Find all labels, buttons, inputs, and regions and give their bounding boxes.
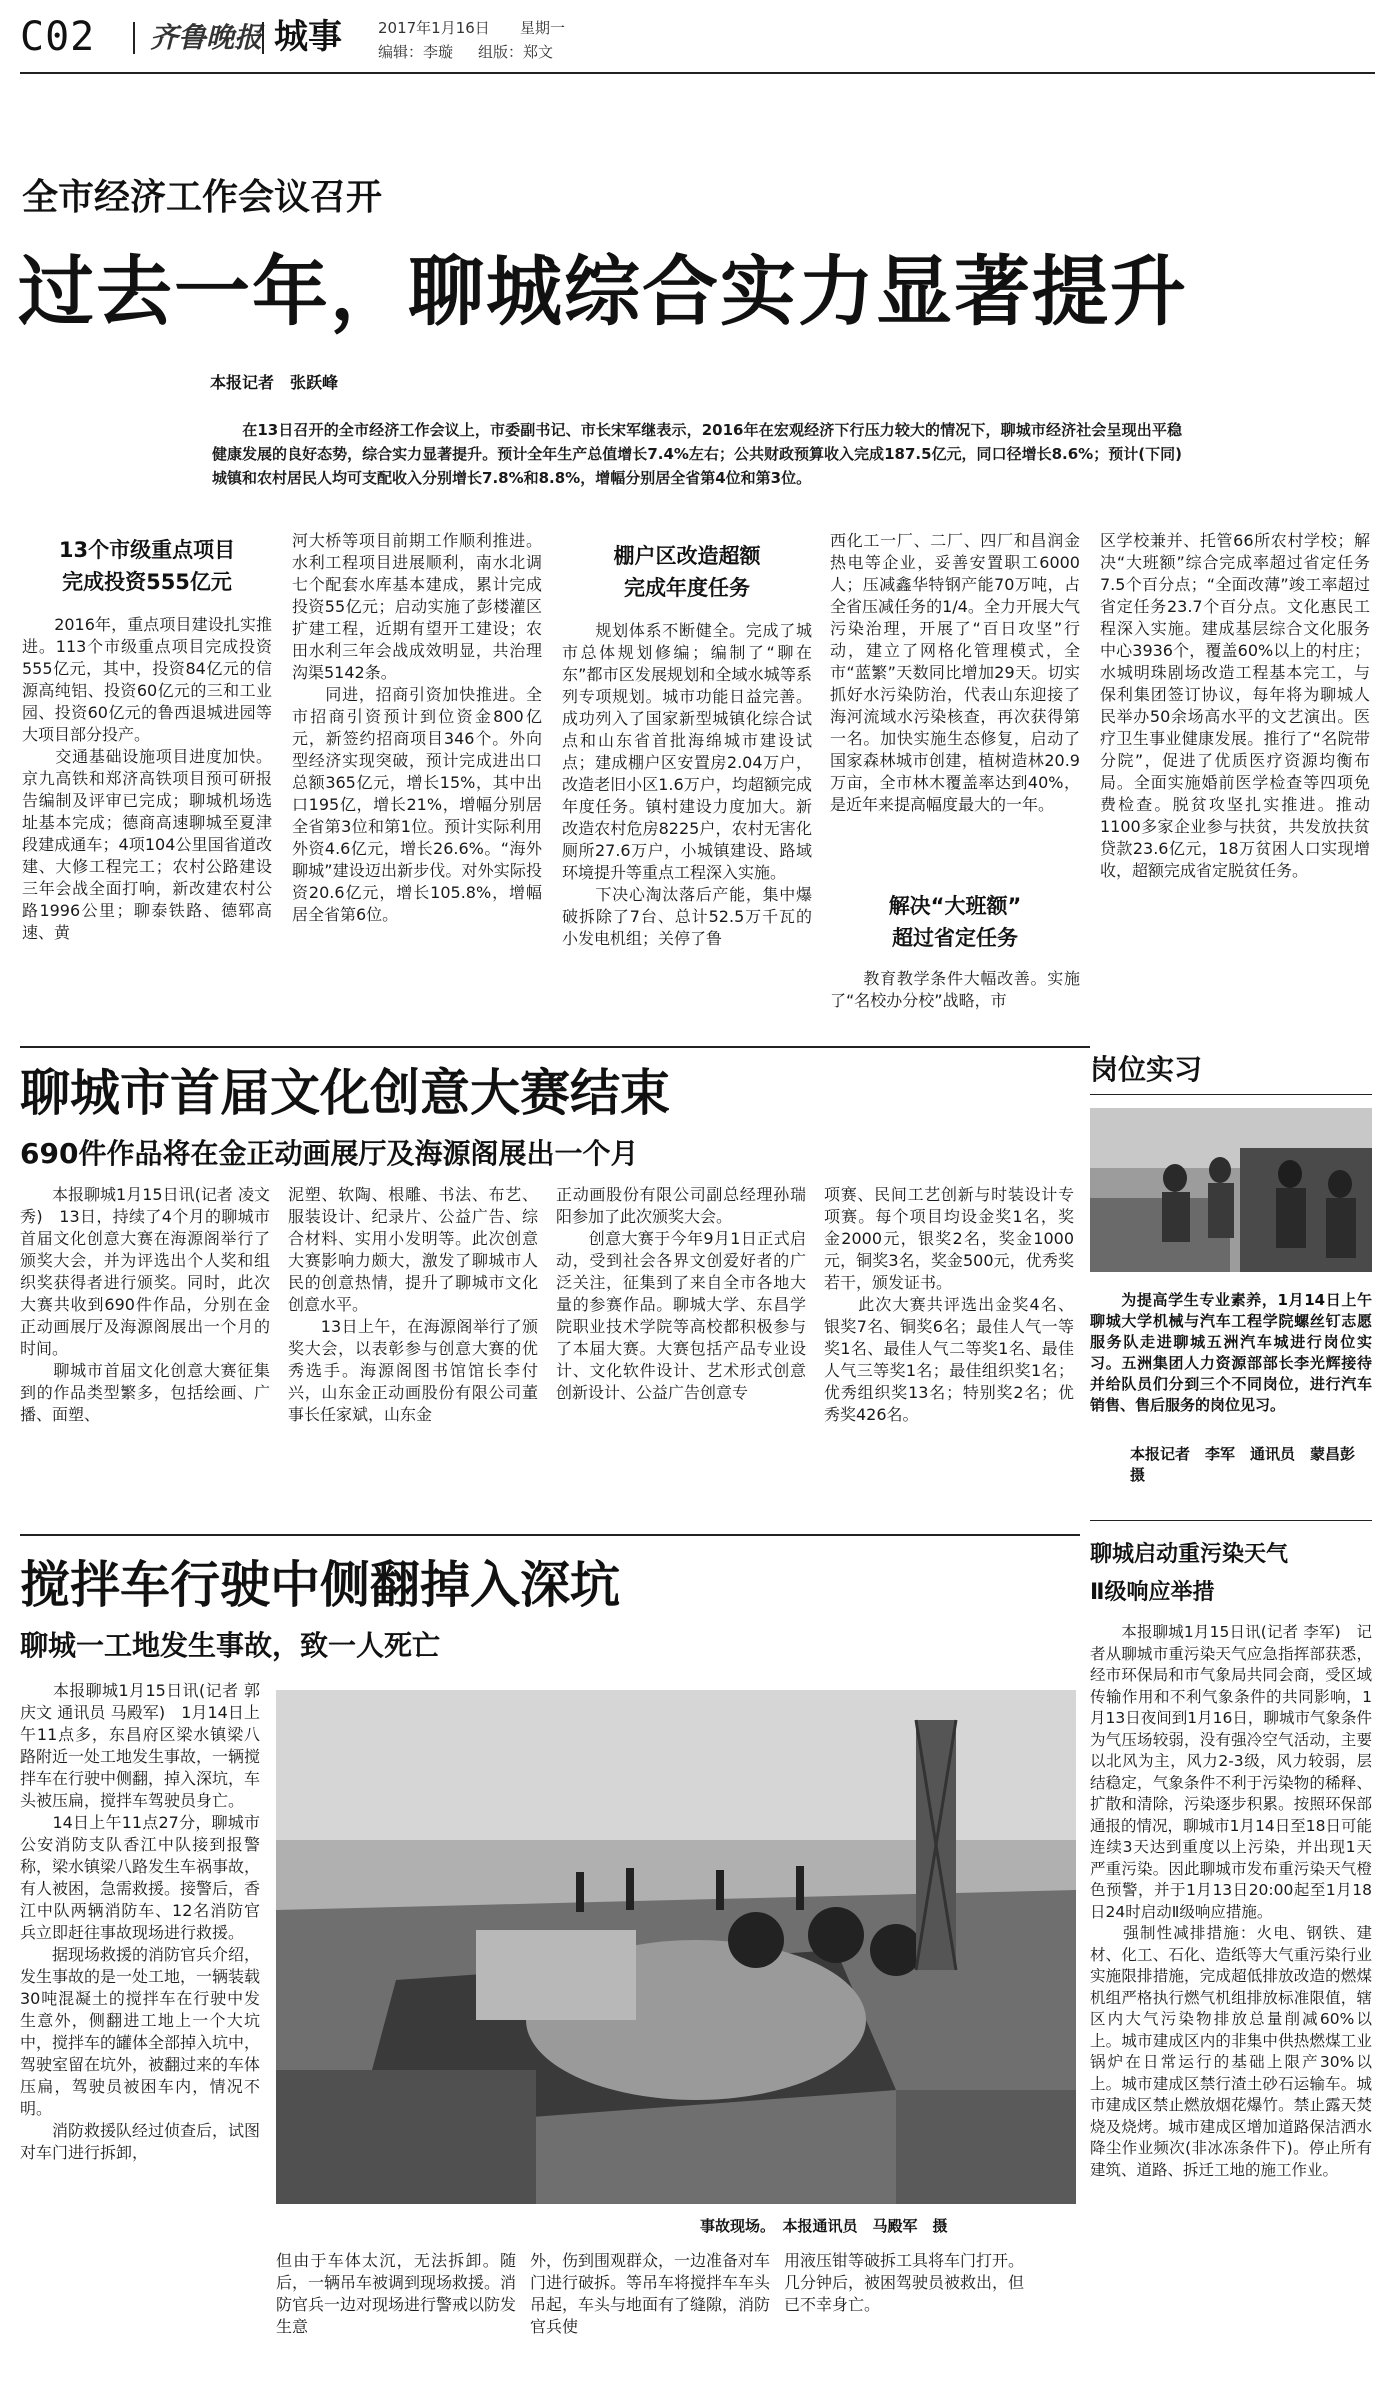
article4-headline: 聊城启动重污染天气 Ⅱ级响应举措 [1090,1542,1289,1605]
article1-lead: 在13日召开的全市经济工作会议上，市委副书记、市长宋军继表示，2016年在宏观经济下行压力较大的情况下，聊城市经济社会呈现出平稳健康发展的良好态势，综合实力显著提升。预计全年生产总值增长7.4%左右；公共财政预算收入完成187.5亿元，同口径增长8.6%；预计(下同)城镇和农村居民人均可支配收入分别增长7.8%和8.8%，增幅分别居全省第4位和第3位。 [212,421,1182,487]
sidebar-photo-title: 岗位实习 [1090,1053,1203,1086]
article2-column-1: 本报聊城1月15日讯(记者 凌文秀) 13日，持续了4个月的聊城市首届文化创意大赛在海源阁举行了颁奖大会，并为评选出个人奖和组织奖获得者进行颁奖。同时，此次大赛共收到690件作品，分别在金正动画展厅及海源阁展出一个月的时间。 聊城市首届文化创意大赛征集到的作品类型繁多，包括绘画、广播、面塑、 [20,1185,270,1424]
editor-credit: 编辑：李璇 [378,43,454,61]
sidebar-rule [1090,1094,1372,1095]
article1-kicker: 全市经济工作会议召开 [22,177,383,218]
internship-photo-art [1090,1108,1372,1272]
article1-subhead-2: 棚户区改造超额 完成年度任务 [613,544,761,600]
sidebar-photo-caption: 为提高学生专业素养，1月14日上午聊城大学机械与汽车工程学院螺丝钉志愿服务队走进聊城五洲汽车城进行岗位实习。五洲集团人力资源部部长李光辉接待并给队员们分到三个不同岗位，进行汽车销售、售后服务的岗位见习。 [1090,1291,1372,1414]
article2-column-3: 正动画股份有限公司副总经理孙瑞阳参加了此次颁奖大会。 创意大赛于今年9月1日正式启动，受到社会各界文创爱好者的广泛关注，征集到了来自全市各地大量的参赛作品。聊城大学、东昌学院职业技术学院等高校都积极参与了本届大赛。大赛包括产品专业设计、文化软件设计、艺术形式创意创新设计、公益广告创意专 [556,1185,806,1402]
masthead-divider-2 [262,22,264,54]
section-name: 城事 [274,17,342,57]
article1-column-4: 西化工一厂、二厂、四厂和昌润金热电等企业，妥善安置职工6000人；压减鑫华特钢产能70万吨，占全省压减任务的1/4。全力开展大气污染治理，开展了“百日攻坚”行动，建立了网格化管理模式，全市“蓝繁”天数同比增加29天。切实抓好水污染防治，代表山东迎接了海河流域水污染核查，再次获得第一名。加快实施生态修复，启动了国家森林城市创建，植树造林20.9万亩，全市林木覆盖率达到40%，是近年来提高幅度最大的一年。 [830,531,1080,814]
article4-body: 本报聊城1月15日讯(记者 李军) 记者从聊城市重污染天气应急指挥部获悉，经市环保局和市气象局共同会商，受区域传输作用和不利气象条件的共同影响，1月13日夜间到1月16日，聊城市气象条件为气压场较弱，没有强冷空气活动，主要以北风为主，风力2-3级，风力较弱，层结稳定，气象条件不利于污染物的稀释、扩散和清除，污染逐步积累。按照环保部通报的情况，聊城市1月14日至18日可能连续3天达到重度以上污染，并出现1天严重污染。因此聊城市发布重污染天气橙色预警，并于1月13日20:00起至1月18日24时启动Ⅱ级响应措施。 强制性减排措施：火电、钢铁、建材、化工、石化、造纸等大气重污染行业实施限排措施，完成超低排放改造的燃煤机组严格执行燃气机组排放标准限值，辖区内大气污染物排放总量削减60%以上。城市建成区内的非集中供热燃煤工业锅炉在日常运行的基础上限产30%以上。城市建成区禁行渣土砂石运输车。城市建成区禁止燃放烟花爆竹。禁止露天焚烧及烧烤。城市建成区增加道路保洁洒水降尘作业频次(非冰冻条件下)。停止所有建筑、道路、拆迁工地的施工作业。 [1090,1623,1372,2179]
article1-headline: 过去一年，聊城综合实力显著提升 [18,247,1188,336]
article1-column-5: 区学校兼并、托管66所农村学校；解决“大班额”综合完成率超过省定任务7.5个百分点；“全面改薄”竣工率超过省定任务23.7个百分点。文化惠民工程深入实施。建成基层综合文化服务中心3936个，覆盖60%以上的村庄；水城明珠剧场改造工程基本完工，与保利集团签订协议，每年将为聊城人民举办50余场高水平的文艺演出。医疗卫生事业健康发展。推行了“名院带分院”，促进了优质医疗资源均衡布局。全面实施婚前医学检查等四项免费检查。脱贫攻坚扎实推进。推动1100多家企业参与扶贫，共发放扶贫贷款23.6亿元，18万贫困人口实现增收，超额完成省定脱贫任务。 [1100,531,1370,880]
article3-headline: 搅拌车行驶中侧翻掉入深坑 [20,1556,620,1614]
accident-photo-caption: 事故现场。 本报通讯员 马殿军 摄 [700,2217,948,2235]
article2-headline: 聊城市首届文化创意大赛结束 [20,1064,670,1122]
article3-column-1: 本报聊城1月15日讯(记者 郭庆文 通讯员 马殿军) 1月14日上午11点多，东昌府区梁水镇梁八路附近一处工地发生事故，一辆搅拌车在行驶中侧翻，掉入深坑，车头被压扁，搅拌车驾驶员身亡。 14日上午11点27分，聊城市公安消防支队香江中队接到报警称，梁水镇梁八路发生车祸事故，有人被困，急需救援。接警后，香江中队两辆消防车、12名消防官兵立即赶往事故现场进行救援。 据现场救援的消防官兵介绍，发生事故的是一处工地，一辆装载30吨混凝土的搅拌车在行驶中发生意外，侧翻进工地上一个大坑中，搅拌车的罐体全部掉入坑中，驾驶室留在坑外，被翻过来的车体压扁，驾驶员被困车内，情况不明。 消防救援队经过侦查后，试图对车门进行拆卸， [20,1681,261,2162]
article1-column-3: 规划体系不断健全。完成了城市总体规划修编；编制了“聊在东”都市区发展规划和全域水城等系列专项规划。城市功能日益完善。成功列入了国家新型城镇化综合试点和山东省首批海绵城市建设试点；建成棚户区安置房2.04万户，改造老旧小区1.6万户，均超额完成年度任务。镇村建设力度加大。新改造农村危房8225户，农村无害化厕所27.6万户，小城镇建设、路域环境提升等重点工程深入实施。 下决心淘汰落后产能，集中爆破拆除了7台、总计52.5万千瓦的小发电机组；关停了鲁 [562,621,812,948]
layout-credit: 组版：郑文 [478,43,554,61]
article1-column-2: 河大桥等项目前期工作顺利推进。水利工程项目进展顺利，南水北调七个配套水库基本建成，累计完成投资55亿元；启动实施了彭楼灌区扩建工程，近期有望开工建设；农田水利三年会战成效明显，共治理沟渠5142条。 同进，招商引资加快推进。全市招商引资预计到位资金800亿元，新签约招商项目346个。外向型经济实现突破，预计完成进出口总额365亿元，增长15%，其中出口195亿，增长21%，增幅分别居全省第3位和第1位。预计实际利用外资4.6亿元，增长26.6%。“海外聊城”建设迈出新步伐。对外实际投资20.6亿元，增长105.8%，增幅居全省第6位。 [292,531,542,924]
article3-column-4: 用液压钳等破拆工具将车门打开。几分钟后，被困驾驶员被救出，但已不幸身亡。 [784,2251,1025,2314]
article1-byline: 本报记者 张跃峰 [210,373,339,392]
section-rule-1 [20,1046,1090,1048]
sidebar-photo-credit: 本报记者 李军 通讯员 蒙昌彭 摄 [1130,1445,1371,1484]
accident-photo [276,1690,1076,2204]
article1-column-4-cont: 教育教学条件大幅改善。实施了“名校办分校”战略，市 [830,969,1080,1010]
article1-subhead-1: 13个市级重点项目 完成投资555亿元 [58,538,236,594]
issue-date: 2017年1月16日 [378,19,490,37]
sidebar-rule-2 [1090,1520,1372,1521]
masthead-divider [133,22,135,54]
internship-photo [1090,1108,1372,1272]
article1-column-1: 2016年，重点项目建设扎实推进。113个市级重点项目完成投资555亿元，其中，投资84亿元的信源高纯铝、投资60亿元的三和工业园、投资60亿元的鲁西退城进园等大项目部分投产。 交通基础设施项目进度加快。京九高铁和郑济高铁项目预可研报告编制及评审已完成；聊城机场选址基本完成；德商高速聊城至夏津段建成通车；4项104公里国省道改建、大修工程完工；农村公路建设三年会战全面打响，新改建农村公路1996公里；聊泰铁路、德郓高速、黄 [22,615,272,942]
article3-subhead: 聊城一工地发生事故，致一人死亡 [20,1629,441,1662]
article3-column-2: 但由于车体太沉，无法拆卸。随后，一辆吊车被调到现场救援。消防官兵一边对现场进行警戒以防发生意 [276,2251,517,2336]
article2-column-4: 项赛、民间工艺创新与时装设计专项赛。每个项目均设金奖1名，奖金2000元，银奖2名，奖金1000元，铜奖3名，奖金500元，优秀奖若干，颁发证书。 此次大赛共评选出金奖4名、银奖7名、铜奖6名；最佳人气一等奖1名、最佳人气二等奖1名、最佳人气三等奖1名；最佳组织奖1名；优秀组织奖13名；特别奖2名；优秀奖426名。 [824,1185,1074,1424]
masthead [0,0,1395,72]
issue-weekday: 星期一 [520,19,566,37]
article3-column-3: 外，伤到围观群众，一边准备对车门进行破拆。等吊车将搅拌车车头吊起，车头与地面有了缝隙，消防官兵使 [530,2251,771,2336]
article2-column-2: 泥塑、软陶、根雕、书法、布艺、服装设计、纪录片、公益广告、综合材料、实用小发明等。此次创意大赛影响力颇大，激发了聊城市人民的创意热情，提升了聊城市文化创意水平。 13日上午，在海源阁举行了颁奖大会，以表彰参与创意大赛的优秀选手。海源阁图书馆馆长李付兴，山东金正动画股份有限公司董事长任家斌，山东金 [288,1185,538,1424]
masthead-rule [20,72,1375,74]
paper-logo: 齐鲁晚报 [150,21,263,54]
article1-subhead-3: 解决“大班额” 超过省定任务 [888,894,1022,950]
section-rule-2 [20,1534,1080,1536]
article2-subhead: 690件作品将在金正动画展厅及海源阁展出一个月 [20,1137,639,1170]
page-number: C02 [20,14,96,60]
accident-photo-art [276,1690,1076,2204]
